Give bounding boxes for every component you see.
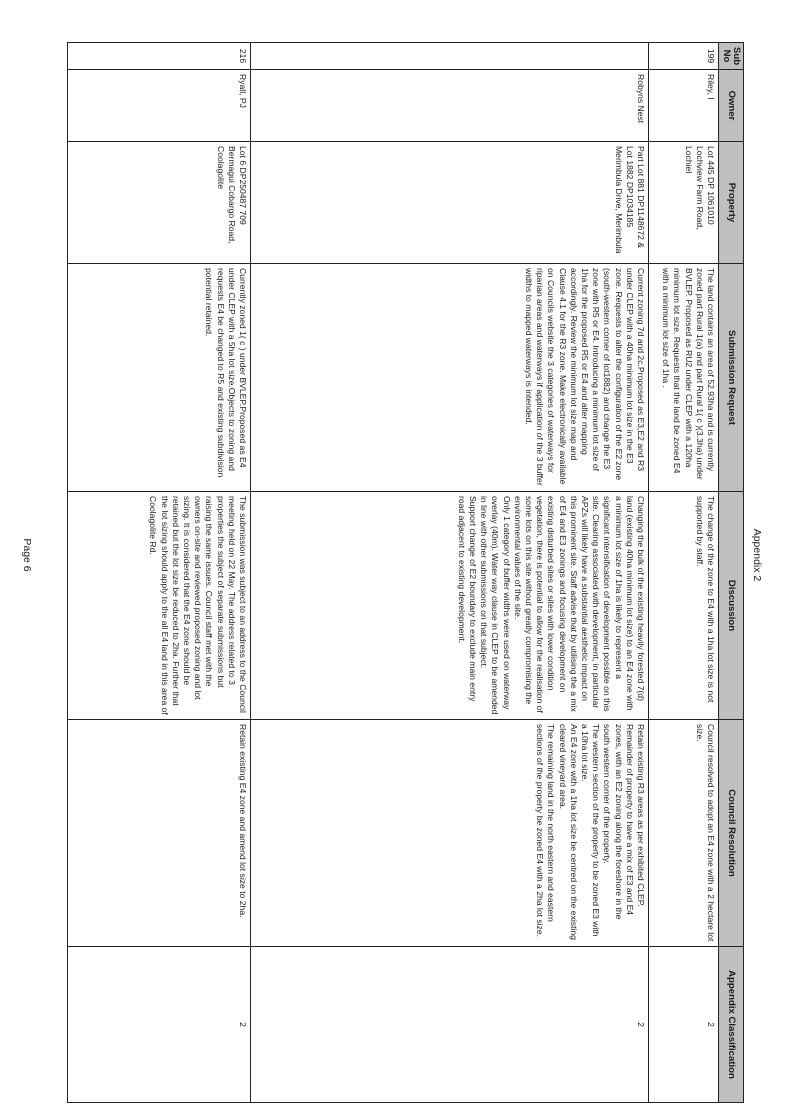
cell-resolution: Retain existing E4 zone and amend lot size to 2ha. xyxy=(68,720,251,947)
cell-paragraph: Support change of E2 boundary to exclude main entry road adjacent to existing development. xyxy=(456,496,478,702)
cell-paragraph: Retain existing R3 areas as per exhibited CLEP. xyxy=(636,724,646,907)
col-header-submission-request: Submission Request xyxy=(719,264,744,492)
cell-paragraph: Remainder of property to have a mix of E3 and E4 zones, with an E2 zoning along the foreshore in the south western corner of the property. xyxy=(602,724,635,920)
cell-discussion xyxy=(251,492,649,720)
cell-resolution: Council resolved to adopt an E4 zone with a 2 hectare lot size. xyxy=(649,720,719,947)
cell-request: Current zoning 7d and 2c.Proposed as E3,E2 and R3 under CLEP with a 40ha minimum lot size in the E3 zone. Requests to alter the configuration of the E2 zone (south-western corner of lot1882) and change the E3 zone with R5 or E4. Introducing a minimum lot size of 1ha for the proposed R5 or E4 and alter mapping accordingly. Review the minimum lot size map and Clause 4.1 for the R3 zone. Make electronically available on Councils website the 3 categories of waterways for riparian areas and waterways if application of the 3 buffer widths to mapped waterways is intended. xyxy=(251,264,649,492)
cell-paragraph: Changing the bulk of the existing heavily forested 7(d) land (existing 40ha minimum lot size) to an E4 zone with a minimum lot size of 1ha is likely to represent a significant intensification of development possible on this site. Clearing associated with development, in particular APZs will likely have a substantial aesthetic impact on this prominent site. Staff advise that by utilising the a mix of E4 and E3 zonings and focusing development on existing disturbed sites or sites with lower condition vegetation, there is potential to allow for the realisation of some lots on this site without greatly compromising the environmental values of the site. xyxy=(512,496,646,713)
cell-owner: Robyns Nest xyxy=(251,70,649,142)
col-header-discussion: Discussion xyxy=(719,492,744,720)
cell-property: Part Lot 881 DP1148672 & Lot 1882 DP1034185 Merimbula Drive, Merimbula xyxy=(251,142,649,264)
col-header-owner: Owner xyxy=(719,70,744,142)
cell-request: Currently zoned 1( c ) under BVLEP.Proposed as E4 under CLEP with a 5ha lot size.Objects to zoning and requests E4 be changed to R5 and existing subdivision potential retained. xyxy=(68,264,251,492)
cell-discussion: The submission was subject to an address to the Council meeting held on 22 May. The address related to 3 properties the subject of separate submissions but raising the same issues. Council staff met with the owners on-site and reviewed proposed zoning and lot sizing. It is considered that the E4 zone should be retained but the lot size be reduced to 2ha. Further that the lot sizing should apply to the all E4 land in this area of Coolagolite Rd. xyxy=(68,492,251,720)
page-number: Page 6 xyxy=(21,538,33,572)
cell-resolution xyxy=(251,720,649,947)
cell-sub-no xyxy=(251,43,649,70)
table-row xyxy=(68,43,251,1103)
cell-discussion: The change of the zone to E4 with a 1ha lot size is not supported by staff. xyxy=(649,492,719,720)
cell-property: Lot 6 DP250487 709 Bermagui Cobargo Road, Coolagolite xyxy=(68,142,251,264)
cell-sub-no: 216 xyxy=(68,43,251,70)
col-header-property: Property xyxy=(719,142,744,264)
cell-paragraph: The western section of the property to be zoned E3 with a 10ha lot size. xyxy=(579,724,602,937)
table-header-row xyxy=(719,43,744,1103)
cell-classification: 2 xyxy=(68,947,251,1103)
cell-classification: 2 xyxy=(251,947,649,1103)
cell-paragraph: The remaining land in the north eastern and eastern sections of the property be zoned E4 with a 2ha lot size. xyxy=(535,724,557,938)
col-header-council-resolution: Council Resolution xyxy=(719,720,744,947)
cell-classification: 2 xyxy=(649,947,719,1103)
table-row xyxy=(649,43,719,1103)
col-header-sub-no: Sub No xyxy=(719,43,744,70)
cell-paragraph: An E4 zone with a 1ha lot size be centred on the existing cleared vineyard area. xyxy=(557,724,579,940)
appendix-label: Appendix 2 xyxy=(751,528,763,582)
cell-property: Lot 445 DP 1061010 Lochview Farm Road, Lochiel xyxy=(649,142,719,264)
table-row xyxy=(251,43,649,1103)
cell-sub-no: 199 xyxy=(649,43,719,70)
col-header-appendix-classification: Appendix Classification xyxy=(719,947,744,1103)
cell-paragraph: Only 1 category of buffer widths were used on waterway overlay (40m). Water way clause in CLEP to be amended in line with other submissions on that subject. xyxy=(479,496,512,715)
cell-request: The land contains an area of 52.93ha and is currently zoned part Rural 1(a) and part Rural 1( c )(3.3ha) under BVLEP. Proposed as RU2 under CLEP with a 120ha minimum lot size. Requests that the land be zoned E4 with a minimum lot size of 1ha . xyxy=(649,264,719,492)
submissions-table xyxy=(67,42,744,1103)
cell-owner: Riley, I xyxy=(649,70,719,142)
cell-owner: Ryall, PJ xyxy=(68,70,251,142)
